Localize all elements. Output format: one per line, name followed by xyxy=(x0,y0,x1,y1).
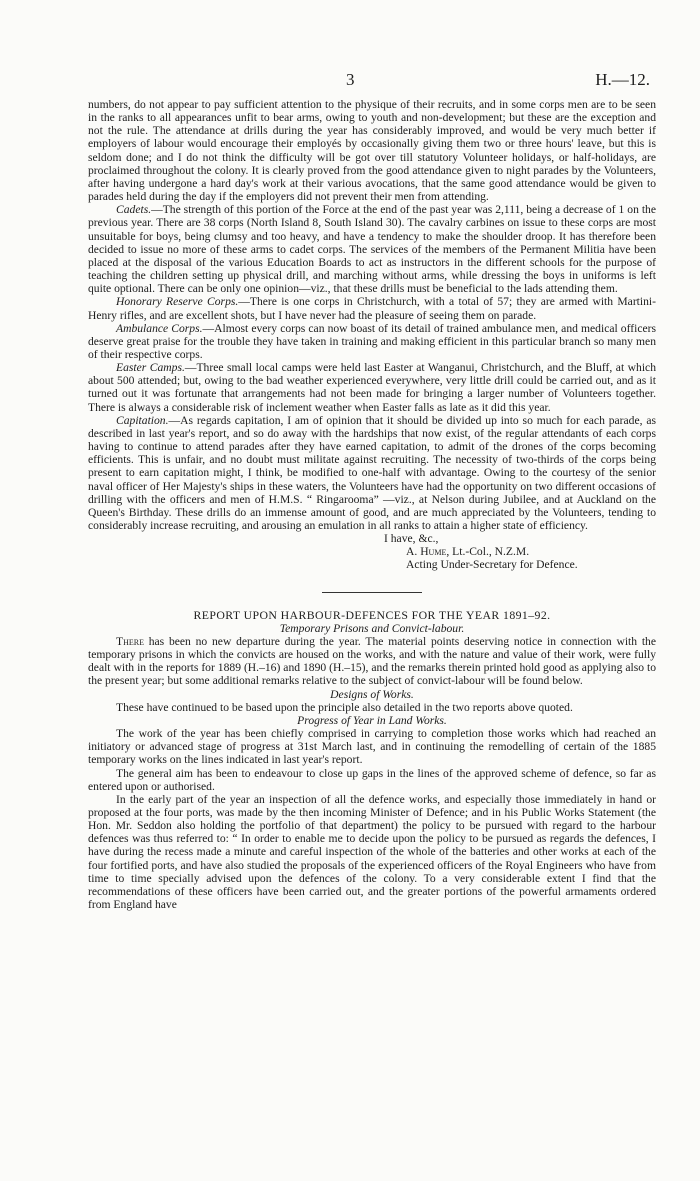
report-paragraph: These have continued to be based upon the principle also detailed in the two reports above quoted. xyxy=(116,700,573,714)
page-number: 3 xyxy=(346,70,355,89)
section-text: —Almost every corps can now boast of its detail of trained ambulance men, and medical officers deserve great praise for the trouble they have taken in training and making efficient in this particular branch so many men of their respective corps. xyxy=(88,321,656,361)
intro-paragraph: numbers, do not appear to pay sufficient attention to the physique of their recruits, and in some corps men are to be seen in the ranks to all appearances unfit to bear arms, owing to youth and non-development; but these are the exception and not the rule. The attendance at drills during the year has considerably improved, and would be very much better if employers of labour would encourage their employés by occasionally giving them two or three hours' leave, but this is seldom done; and I do not think the difficulty will be got over till statutory Volunteer holidays, or half-holidays, are proclaimed throughout the colony. It is clearly proved from the good attendance given to night parades by the Volunteers, after having undergone a hard day's work at their various avocations, that the same good attendance would be given to parades held during the day if the employers did not prevent their men from attending. xyxy=(88,98,656,204)
section-heading: Easter Camps. xyxy=(116,361,185,375)
document-reference: H.—12. xyxy=(595,70,650,89)
report-paragraph-text: has been no new departure during the year. The material points deserving notice in connection with the temporary prisons in which the convicts are housed on the works, and with the nature and value of their work, were fully dealt with in the reports for 1889 (H.–16) and 1890 (H.–15), and the remarks therein printed hold good as applying also to the present year; but some additional remarks relative to the subject of convict-labour will be found below. xyxy=(88,634,656,688)
report-paragraph xyxy=(88,635,656,688)
section-divider xyxy=(322,592,422,593)
signature-closing: I have, &c., xyxy=(384,532,439,546)
lead-word: There xyxy=(116,634,144,648)
section-text: —The strength of this portion of the Force at the end of the past year was 2,111, being a decrease of 1 on the previous year. There are 38 corps (North Island 8, South Island 30). The cavalry carbines on issue to these corps are most unsuitable for boys, being clumsy and too heavy, and have a tendency to make the shoulder droop. It has therefore been decided to issue no more of these arms to cadet corps. The services of the members of the Permanent Militia have been placed at the disposal of the various Education Boards to act as instructors in the different schools for the purpose of teaching the children setting up physical drill, and marching without arms, while dressing the boys in uniforms is left quite optional. There can be only one opinion—viz., that these drills must be beneficial to the lads attending them. xyxy=(88,203,656,296)
section-text: —Three small local camps were held last Easter at Wanganui, Christchurch, and the Bluff, at which about 500 attended; but, owing to the bad weather experienced everywhere, very little drill could be carried out, and as it turned out it was fortunate that arrangements had not been made for bringing a larger number of Volunteers together. There is always a considerable risk of inclement weather when Easter falls as late as it did this year. xyxy=(88,361,656,414)
signature-title: Acting Under-Secretary for Defence. xyxy=(406,558,578,572)
section-easter-camps xyxy=(88,361,656,414)
subheading-progress-land-works: Progress of Year in Land Works. xyxy=(297,713,447,727)
section-ambulance-corps xyxy=(88,322,656,361)
signature-initial: A. xyxy=(406,545,418,559)
section-text: —There is one corps in Christchurch, with a total of 57; they are armed with Martini-Henry rifles, and are excellent shots, but I have never had the pleasure of seeing them on parade. xyxy=(88,295,657,322)
section-text: —As regards capitation, I am of opinion that it should be divided up into so much for each parade, as described in last year's report, and so do away with the hardships that now exist, of the regular attendants of each corps having to continue to attend parades after they have earned capitation, to admit of the drones of the corps becoming efficients. This is unfair, and no doubt must militate against recruiting. The necessity of two-thirds of the corps being present to earn capitation might, I think, be modified to one-half with advantage. Owing to the courtesy of the senior naval officer of Her Majesty's ships in these waters, the Volunteers have had the opportunity on two different occasions of drilling with the officers and men of H.M.S. “ Ringarooma” —viz., at Nelson during Jubilee, and at Auckland on the Queen's Birthday. These drills do an immense amount of good, and are much appreciated by the Volunteers, tending to considerably increase recruiting, and arousing an emulation in all ranks to attain a higher state of efficiency. xyxy=(88,413,656,532)
section-honorary-reserve-corps xyxy=(88,295,656,321)
report-paragraph: The work of the year has been chiefly comprised in carrying to completion those works which had reached an initiatory or advanced stage of progress at 31st March last, and in continuing the remodelling of certain of the 1885 temporary works on the lines indicated in last year's report. xyxy=(88,727,656,767)
report-paragraph: The general aim has been to endeavour to close up gaps in the lines of the approved scheme of defence, so far as entered upon or authorised. xyxy=(88,766,656,793)
page-body xyxy=(88,98,656,911)
section-heading: Honorary Reserve Corps. xyxy=(116,295,239,309)
report-paragraph: In the early part of the year an inspection of all the defence works, and especially those immediately in hand or proposed at the four ports, was made by the then incoming Minister of Defence; and in his Public Works Statement (the Hon. Mr. Seddon also holding the portfolio of that department) the policy to be pursued with regard to the harbour defences was thus referred to: “ In order to enable me to decide upon the policy to be pursued as regards the defences, I have during the recess made a minute and careful inspection of the whole of the batteries and other works at each of the four fortified ports, and have also studied the proposals of the experienced officers of the Royal Engineers who have from time to time specially advised upon the defences of the colony. To a very considerable extent I find that the recommendations of these officers have been carried out, and the greater portions of the powerful armaments ordered from England have xyxy=(88,792,656,912)
section-heading: Cadets. xyxy=(116,203,152,217)
subheading-temporary-prisons: Temporary Prisons and Convict-labour. xyxy=(279,621,465,635)
report-title: REPORT UPON HARBOUR-DEFENCES FOR THE YEAR 1891–92. xyxy=(193,607,551,622)
signature-surname: Hume xyxy=(420,545,447,559)
signature-name xyxy=(88,545,656,558)
subheading-designs-of-works: Designs of Works. xyxy=(330,687,414,701)
signature-rank: , Lt.-Col., N.Z.M. xyxy=(446,545,530,559)
section-heading: Ambulance Corps. xyxy=(116,321,203,335)
section-capitation xyxy=(88,414,656,532)
section-heading: Capitation. xyxy=(116,413,169,427)
section-cadets xyxy=(88,203,656,295)
